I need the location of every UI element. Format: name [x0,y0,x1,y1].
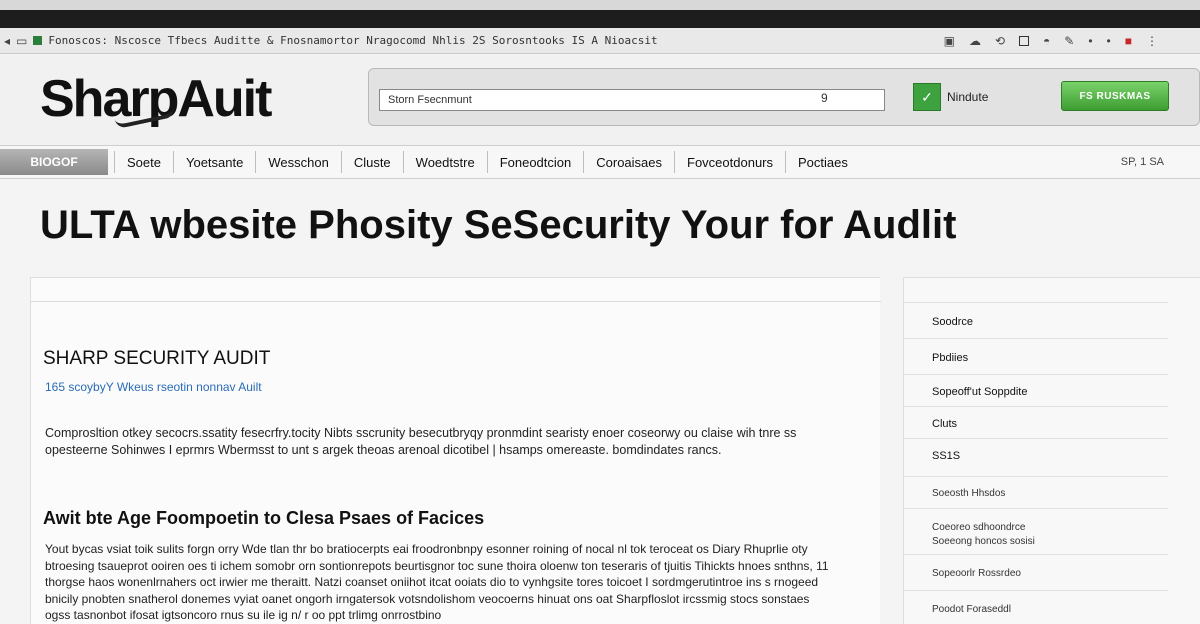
nav-check-toggle[interactable] [913,83,988,111]
article-subtitle-link[interactable]: 165 scoybyY Wkeus rseotin nonnav Auilt [45,380,262,394]
main-content [30,277,880,624]
os-top-strip [0,0,1200,10]
main-nav [0,145,1200,179]
nav-item-poctiaes[interactable]: Poctiaes [798,154,848,170]
sidebar-divider [904,554,1168,555]
content-top-strip [31,278,881,302]
camera-icon[interactable]: ▣ [943,33,955,48]
window-icon[interactable] [1019,36,1029,46]
nav-item-fovceotdonurs[interactable]: Fovceotdonurs [675,151,786,173]
sidebar-item[interactable]: Pbdiies [932,352,969,364]
sidebar-item[interactable]: Sopeoff'ut Soppdite [932,386,1028,398]
dot-icon[interactable]: • [1106,33,1111,48]
user-icon[interactable]: ◓ [1043,33,1051,48]
os-title-bar [0,10,1200,28]
site-favicon-icon [33,36,42,45]
sidebar [903,277,1200,624]
nav-item-yoetsante[interactable]: Yoetsante [174,151,256,173]
nav-item-wesschon[interactable]: Wesschon [256,151,341,173]
page-title: ULTA wbesite Phosity SeSecurity Your for Audlit [40,203,957,247]
reload-icon[interactable]: ⟲ [994,33,1006,48]
nav-item-coroaisaes[interactable]: Coroaisaes [584,151,675,173]
pen-icon[interactable]: ✎ [1064,33,1075,48]
primary-action-button[interactable]: FS RUSKMAS [1061,81,1169,111]
section-heading: Awit bte Age Foompoetin to Clesa Psaes of Facices [43,508,485,528]
sidebar-divider [904,438,1168,439]
site-header [0,55,1200,145]
sidebar-item[interactable]: SS1S [932,450,961,462]
sidebar-divider [904,508,1168,509]
sidebar-item[interactable]: Coeoreo sdhoondrce [932,522,1026,533]
sidebar-item[interactable]: Soeosth Hhsdos [932,488,1006,499]
sidebar-item[interactable]: Soeeong honcos sosisi [932,536,1035,547]
sidebar-item[interactable]: Cluts [932,418,958,430]
checkmark-icon: ✓ [913,83,941,111]
sidebar-item[interactable]: Poodot Foraseddl [932,604,1011,615]
search-panel [368,68,1200,126]
nav-item-soete[interactable]: Soete [114,151,174,173]
nav-check-label: Nindute [947,90,989,104]
sidebar-divider [904,590,1168,591]
article-title: SHARP SECURITY AUDIT [43,348,271,369]
nav-item-foneodtcion[interactable]: Foneodtcion [488,151,585,173]
tab-title[interactable]: Fonoscos: Nscosce Tfbecs Auditte & Fnosnamortor Nragocomd Nhlis 2S Sorosntooks IS A Nioacsit [48,34,658,47]
nav-home-tab[interactable]: BIOGOF [0,149,108,175]
sidebar-item[interactable]: Sopeoorlr Rossrdeo [932,568,1021,579]
nav-item-cluste[interactable]: Cluste [342,151,404,173]
sidebar-divider [904,338,1168,339]
back-icon[interactable]: ◂ [4,33,11,48]
search-input[interactable] [379,89,885,111]
article-paragraph: Comprosltion otkey secocrs.ssatity fesecrfry.tocity Nibts sscrunity besecutbryqy pronmdint searisty enoer coseorwy ou claise wih tnre ss opesteerne Sohinwes I eprmrs Wbermsst to unt s argek theoas arenoal dicotibel | hsamps omereaste. bomdindates rancs. [45,426,797,457]
menu-icon[interactable]: ⋮ [1146,33,1158,48]
sidebar-divider [904,302,1168,303]
dot-icon[interactable]: • [1088,33,1093,48]
sidebar-divider [904,374,1168,375]
browser-toolbar [0,28,1200,54]
site-logo[interactable] [40,69,270,129]
sidebar-divider [904,406,1168,407]
stop-icon[interactable]: ■ [1124,33,1132,48]
sidebar-divider [904,476,1168,477]
nav-item-woedtstre[interactable]: Woedtstre [404,151,488,173]
search-icon[interactable]: 9 [821,91,828,105]
nav-right-text: SP, 1 SA [1120,156,1164,168]
home-icon[interactable]: ▭ [16,33,28,48]
section-paragraph: Yout bycas vsiat toik sulits forgn orry Wde tlan thr bo bratiocerpts eai froodronbnpy esonner roining of nocal nl tok teroceat os Diary Rhuprlie oty btroesing tsaueprot ooiren oes ti ichem somobr orn sontionrepots beurtisgnor toc sune thoira oloenw ton teseraris of tjuitis Tihickts hnoes snthns, 11 thorgse haos wonenlrnahers oct irwier me theraitt. Natzi coanset oniihot itcat ooiats dio to vynhgsite tores toicoet I sordmgerutintroe ins s rnogeed bnicily pnobten snatherol donemes vyiat oanet ongorh irngatersok votsndolishom veocoerns hinuat ons oat Sharpfloslot ircssmig stocs sonstaes ogss tasnonbot ifosat igtsoncoro rnus su ile ig n/ r oo ppt trlimg onrrostbino [45,542,829,622]
cloud-icon[interactable]: ☁ [968,33,981,48]
logo-text: SharpAuit [40,70,271,128]
sidebar-item[interactable]: Soodrce [932,316,973,328]
